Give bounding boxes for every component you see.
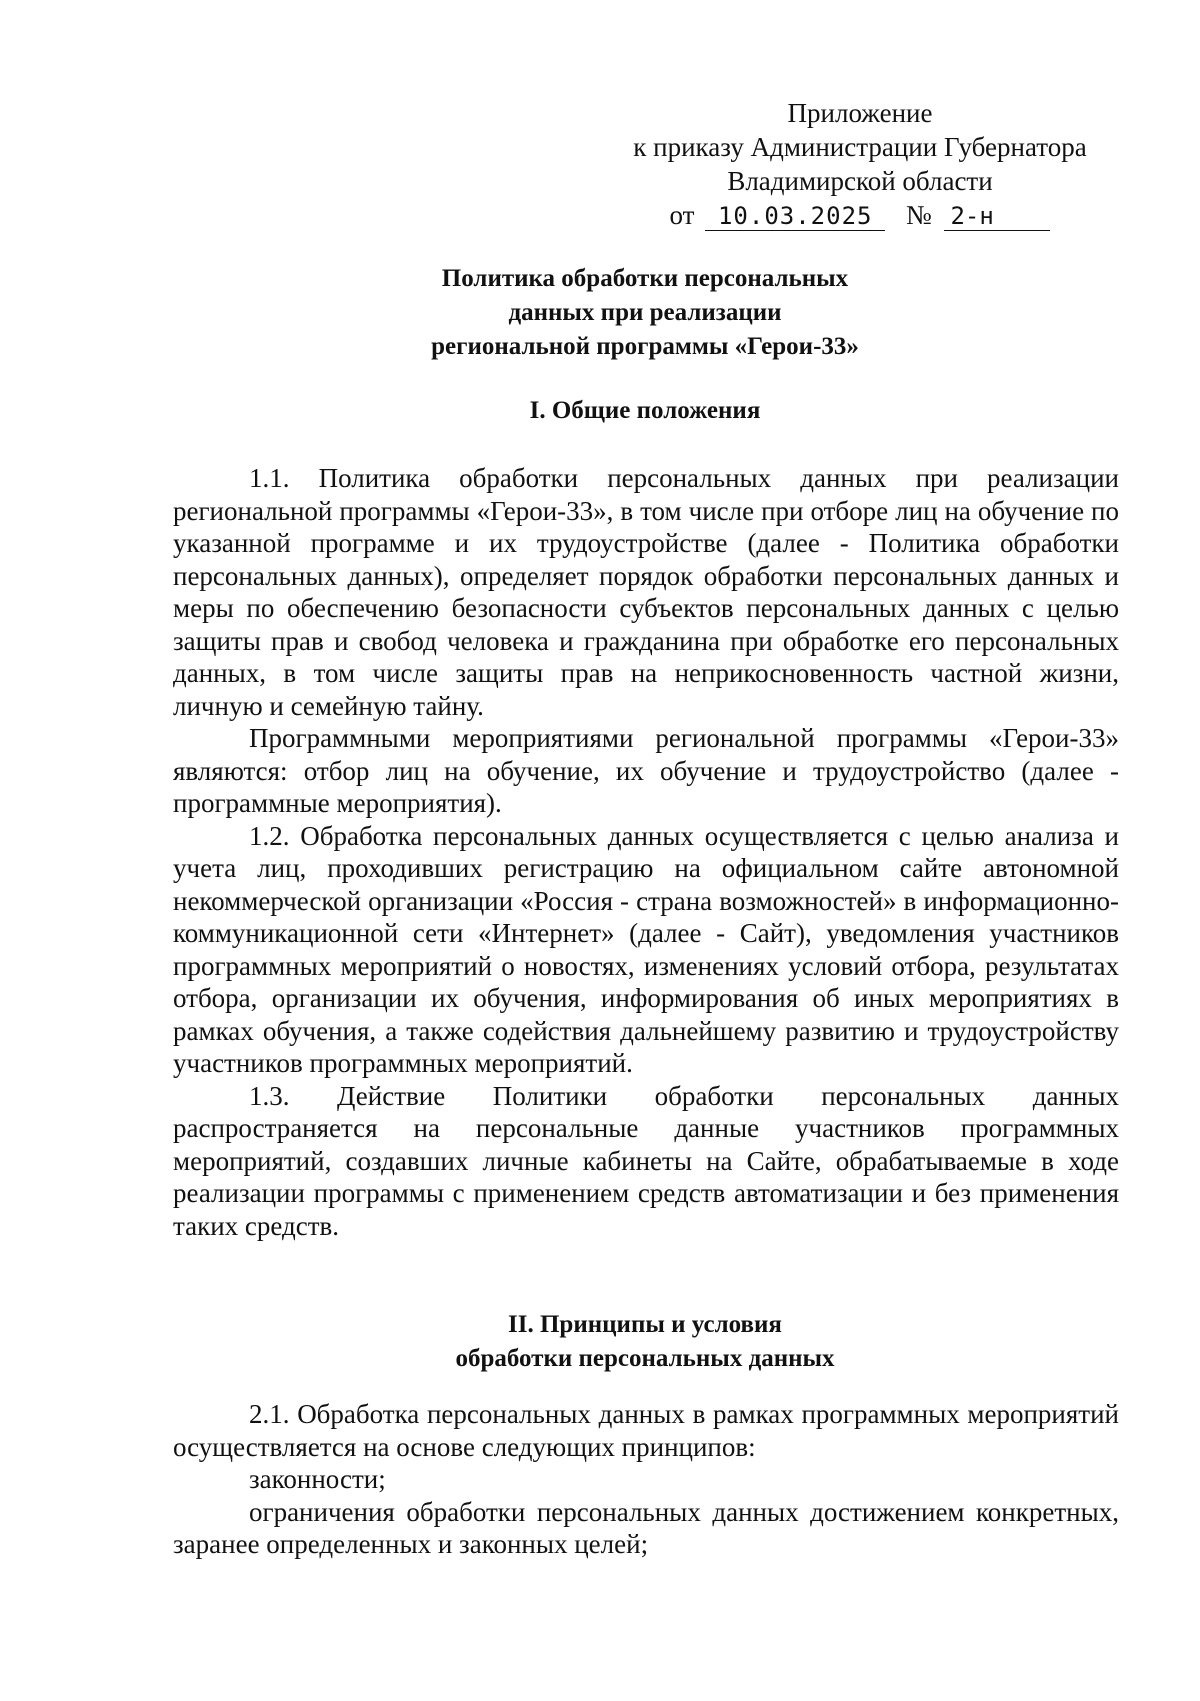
paragraph-1-1: 1.1. Политика обработки персональных данных при реализации региональной программы «Герои-33», в том числе при отборе лиц на обучение по указанной программе и их трудоустройстве (далее - Политика обработки персональных данных), определяет порядок обработки персональных данных и меры по обеспечению безопасности субъектов персональных данных с целью защиты прав и свобод человека и гражданина при обработке его персональных данных, в том числе защиты прав на неприкосновенность частной жизни, личную и семейную тайну. [173,463,1119,721]
paragraph-2-1: 2.1. Обработка персональных данных в рамках программных мероприятий осуществляется на основе следующих принципов: [173,1399,1119,1462]
order-reference: к приказу Администрации Губернатора [633,132,1087,162]
region-name: Владимирской области [727,166,993,196]
section-2-body [173,1398,1119,1561]
date-label: от [669,200,695,230]
section-2-heading [170,1308,1120,1376]
section-1-body [173,462,1119,1242]
title-line-3: региональной программы «Герои-33» [431,333,859,360]
paragraph-programs: Программными мероприятиями региональной программы «Герои-33» являются: отбор лиц на обучение, их обучение и трудоустройство (далее - программные мероприятия). [173,723,1119,818]
order-date: 10.03.2025 [705,202,885,231]
section-2-heading-line-1: II. Принципы и условия [508,1311,782,1338]
document-title [170,262,1120,364]
order-date-line [600,198,1120,232]
section-2-heading-line-2: обработки персональных данных [455,1345,835,1372]
order-number: 2-н [944,202,1050,231]
attachment-header [600,96,1120,232]
title-line-2: данных при реализации [508,299,782,326]
attachment-label: Приложение [787,98,933,128]
title-line-1: Политика обработки персональных [441,265,849,292]
principle-item: законности; [249,1464,386,1494]
paragraph-1-3: 1.3. Действие Политики обработки персональных данных распространяется на персональные данные участников программных мероприятий, создавших личные кабинеты на Сайте, обрабатываемые в ходе реализации программы с применением средств автоматизации и без применения таких средств. [173,1080,1119,1241]
principle-item: ограничения обработки персональных данных достижением конкретных, заранее определенных и законных целей; [173,1496,1119,1559]
number-label: № [905,200,932,230]
paragraph-1-2: 1.2. Обработка персональных данных осуществляется с целью анализа и учета лиц, проходивших регистрацию на официальном сайте автономной некоммерческой организации «Россия - страна возможностей» в информационно-коммуникационной сети «Интернет» (далее - Сайт), уведомления участников программных мероприятий о новостях, изменениях условий отбора, результатах отбора, организации их обучения, информирования об иных мероприятиях в рамках обучения, а также содействия дальнейшему развитию и трудоустройству участников программных мероприятий. [173,820,1119,1078]
section-1-heading [170,394,1120,428]
section-1-heading-text: I. Общие положения [529,397,761,424]
